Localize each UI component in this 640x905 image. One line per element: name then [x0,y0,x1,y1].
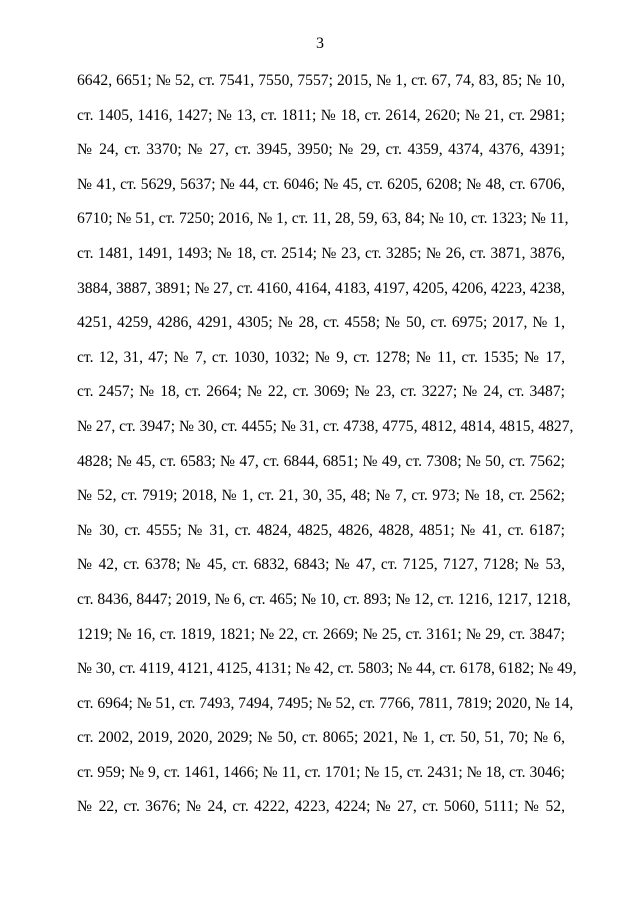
text-line: 6710; № 51, ст. 7250; 2016, № 1, ст. 11, 28, 59, 63, 84; № 10, ст. 1323; № 11, [77,210,569,228]
text-line: 3884, 3887, 3891; № 27, ст. 4160, 4164, 4183, 4197, 4205, 4206, 4223, 4238, [77,279,565,297]
text-line: № 52, ст. 7919; 2018, № 1, ст. 21, 30, 35, 48; № 7, ст. 973; № 18, ст. 2562; [77,487,565,505]
text-line: 6642, 6651; № 52, ст. 7541, 7550, 7557; 2015, № 1, ст. 67, 74, 83, 85; № 10, [77,72,565,89]
text-line: ст. 959; № 9, ст. 1461, 1466; № 11, ст. 1701; № 15, ст. 2431; № 18, ст. 3046; [77,763,565,781]
text-line: № 22, ст. 3676; № 24, ст. 4222, 4223, 4224; № 27, ст. 5060, 5111; № 52, [77,798,565,816]
text-line: ст. 1481, 1491, 1493; № 18, ст. 2514; № 23, ст. 3285; № 26, ст. 3871, 3876, [77,244,565,262]
text-line: ст. 2002, 2019, 2020, 2029; № 50, ст. 8065; 2021, № 1, ст. 50, 51, 70; № 6, [77,729,565,747]
text-line: № 30, ст. 4555; № 31, ст. 4824, 4825, 4826, 4828, 4851; № 41, ст. 6187; [77,521,565,539]
page-number: 3 [316,35,324,52]
text-line: № 30, ст. 4119, 4121, 4125, 4131; № 42, ст. 5803; № 44, ст. 6178, 6182; № 49, [77,660,577,678]
text-line: ст. 12, 31, 47; № 7, ст. 1030, 1032; № 9, ст. 1278; № 11, ст. 1535; № 17, [77,348,565,366]
text-line: ст. 2457; № 18, ст. 2664; № 22, ст. 3069; № 23, ст. 3227; № 24, ст. 3487; [77,383,565,401]
document-body [77,70,577,831]
text-line: ст. 8436, 8447; 2019, № 6, ст. 465; № 10, ст. 893; № 12, ст. 1216, 1217, 1218, [77,590,571,608]
text-line: 1219; № 16, ст. 1819, 1821; № 22, ст. 2669; № 25, ст. 3161; № 29, ст. 3847; [77,625,565,643]
text-line: ст. 1405, 1416, 1427; № 13, ст. 1811; № 18, ст. 2614, 2620; № 21, ст. 2981; [77,106,565,124]
text-line: 4828; № 45, ст. 6583; № 47, ст. 6844, 6851; № 49, ст. 7308; № 50, ст. 7562; [77,452,565,470]
text-line: № 27, ст. 3947; № 30, ст. 4455; № 31, ст. 4738, 4775, 4812, 4814, 4815, 4827, [77,417,574,435]
text-line: № 24, ст. 3370; № 27, ст. 3945, 3950; № 29, ст. 4359, 4374, 4376, 4391; [77,141,565,159]
text-line: 4251, 4259, 4286, 4291, 4305; № 28, ст. 4558; № 50, ст. 6975; 2017, № 1, [77,314,565,332]
text-line: № 41, ст. 5629, 5637; № 44, ст. 6046; № 45, ст. 6205, 6208; № 48, ст. 6706, [77,175,565,193]
text-line: ст. 6964; № 51, ст. 7493, 7494, 7495; № 52, ст. 7766, 7811, 7819; 2020, № 14, [77,694,574,712]
text-line: № 42, ст. 6378; № 45, ст. 6832, 6843; № 47, ст. 7125, 7127, 7128; № 53, [77,556,565,574]
